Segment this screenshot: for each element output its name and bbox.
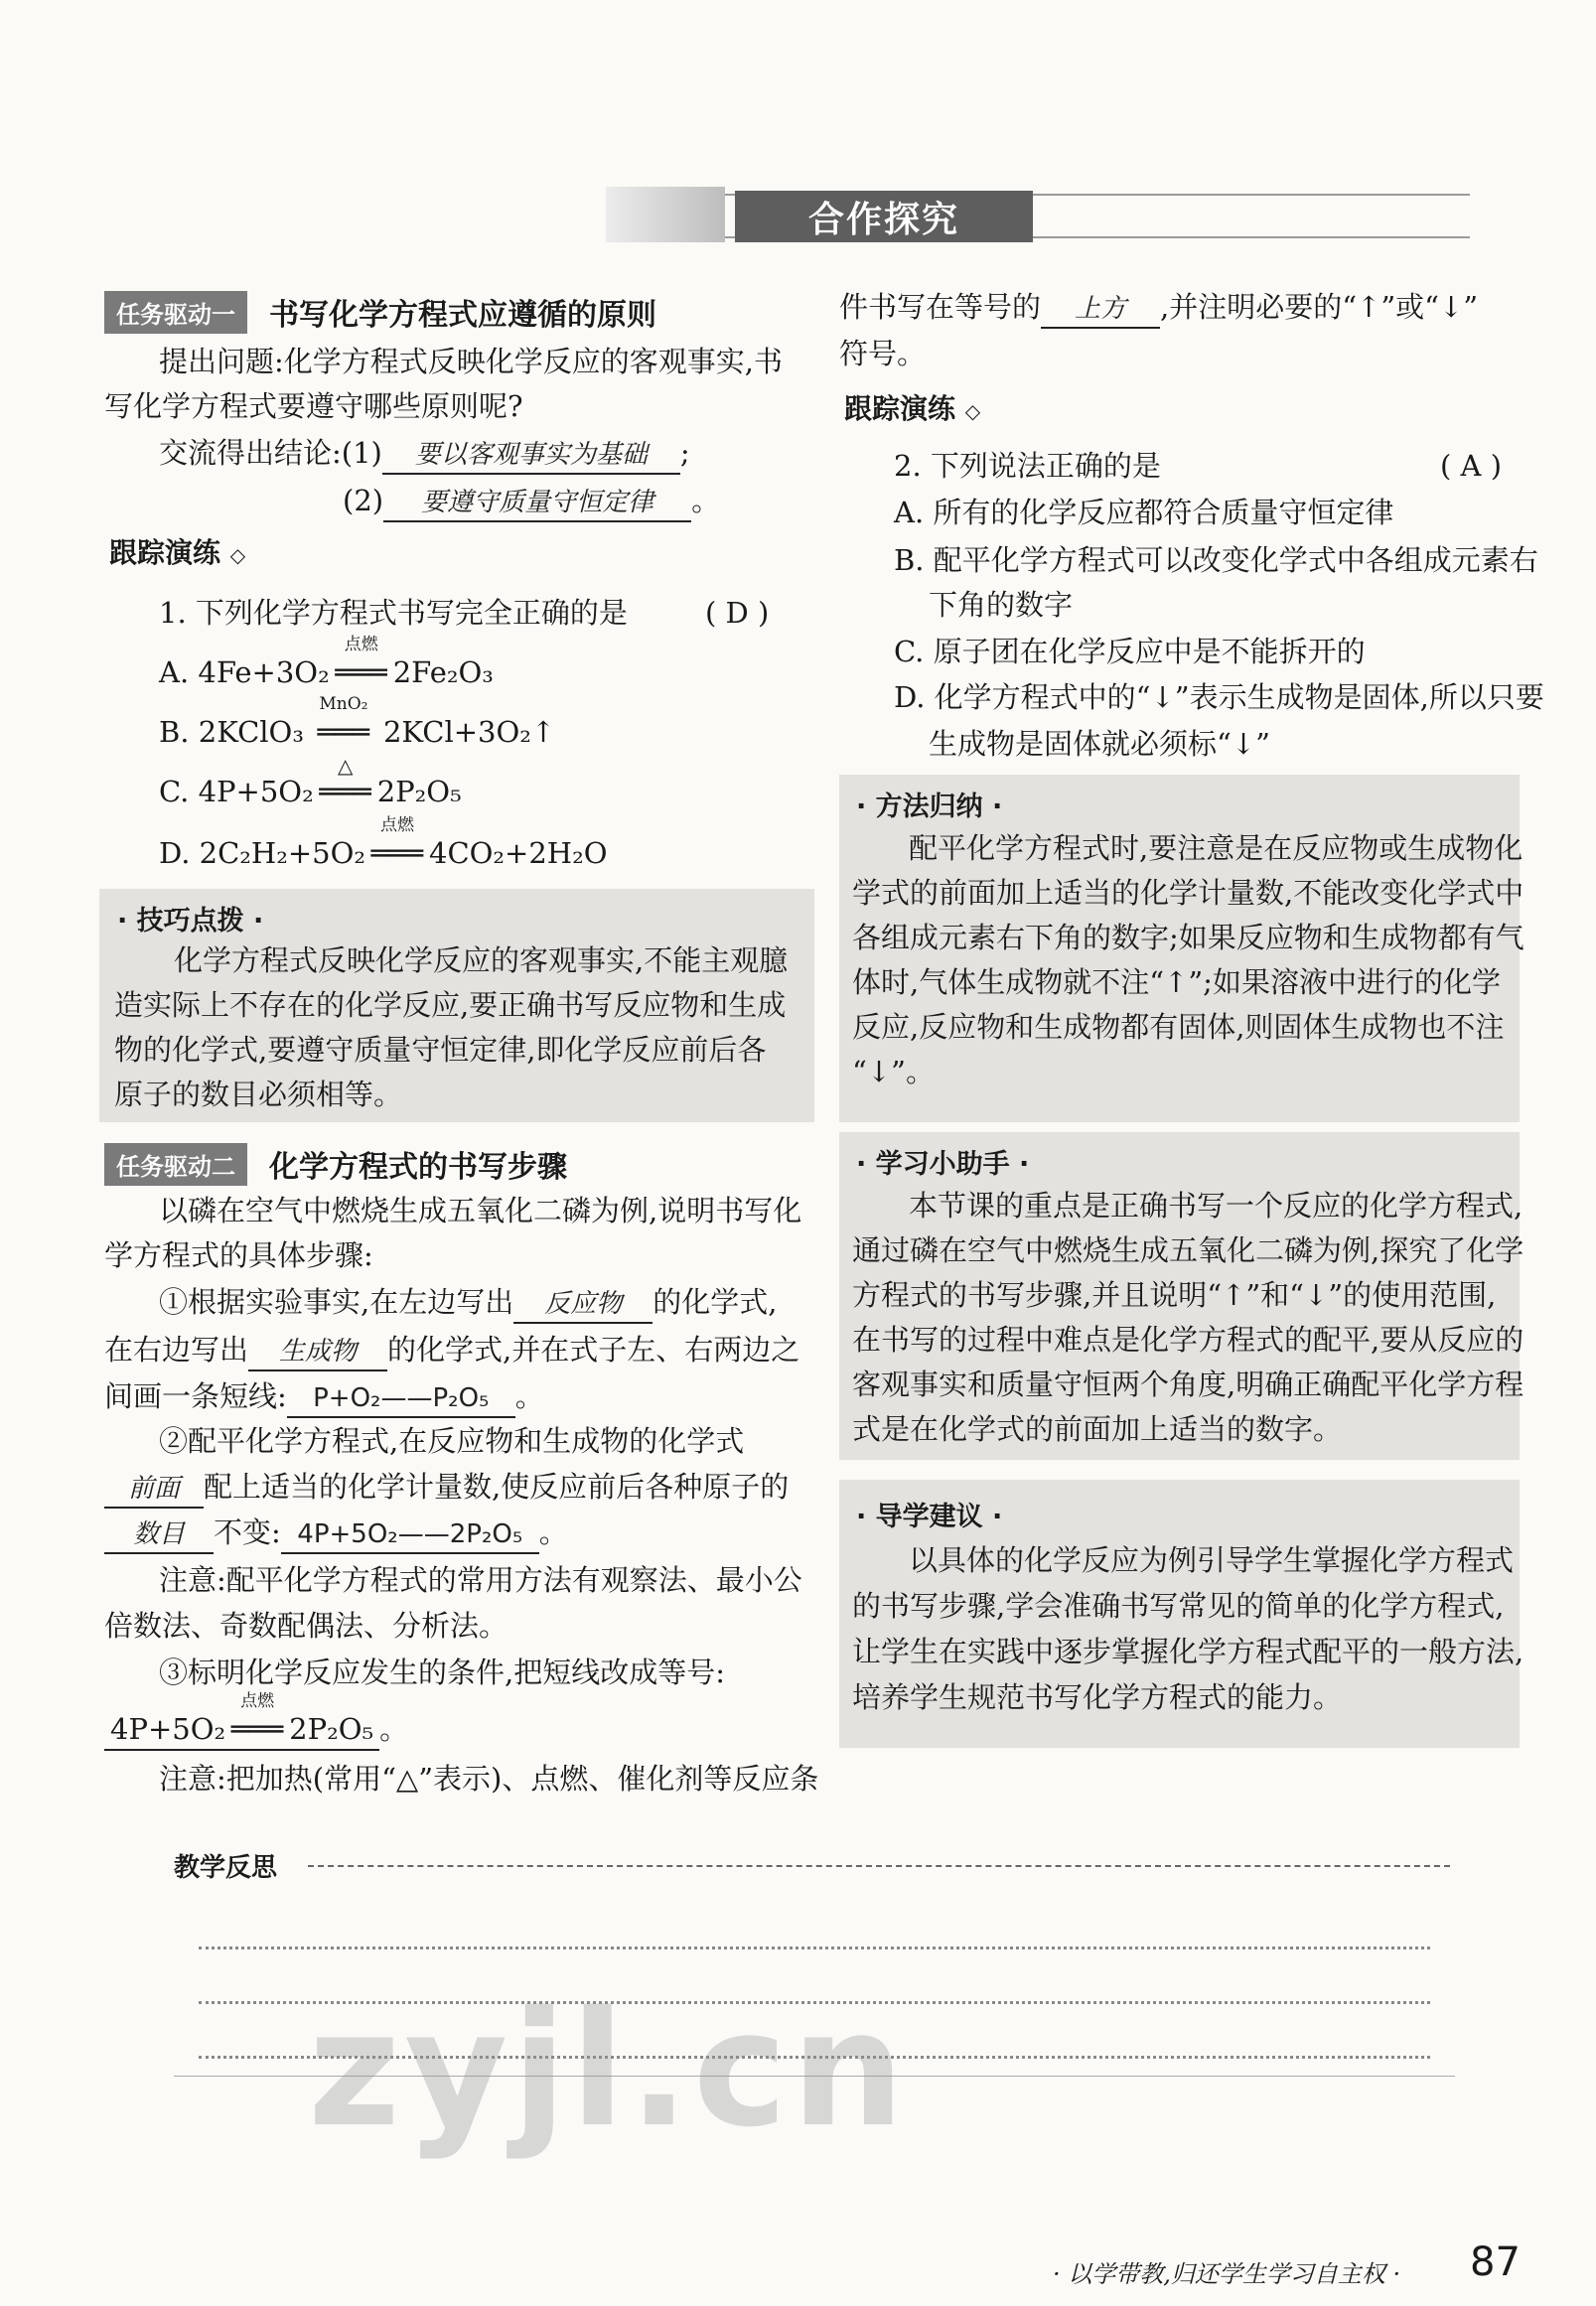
option-c: C. 4P+5O₂ △ ═══ 2P₂O₅ — [159, 754, 462, 808]
practice1-answer: ( D ) — [705, 596, 770, 630]
method-head: · 方法归纳 · — [856, 792, 1003, 822]
method-line-3: 各组成元素右下角的数字;如果反应物和生成物都有气 — [852, 921, 1524, 954]
task2-intro-l2: 学方程式的具体步骤: — [104, 1238, 373, 1272]
tips-line-4: 原子的数目必须相等。 — [114, 1078, 403, 1111]
step3-equation: 4P+5O₂ 点燃 ═══ 2P₂O₅ 。 — [104, 1710, 408, 1751]
section-title: 合作探究 — [735, 191, 1033, 242]
helper-line-2: 通过磷在空气中燃烧生成五氧化二磷为例,探究了化学 — [852, 1233, 1524, 1267]
option-d: D. 2C₂H₂+5O₂ 点燃 ═══ 4CO₂+2H₂O — [159, 815, 608, 870]
method-line-4: 体时,气体生成物就不注“↑”;如果溶液中进行的化学 — [852, 965, 1501, 999]
guide-line-3: 让学生在实践中逐步掌握化学方程式配平的一般方法, — [852, 1635, 1524, 1668]
task1-conclusion-2: (2) 要遵守质量守恒定律 。 — [343, 482, 720, 522]
task1-conclusion-1: 交流得出结论:(1) 要以客观事实为基础 ; — [159, 434, 690, 475]
tips-head: · 技巧点拨 · — [117, 906, 264, 937]
note2: 注意:把加热(常用“△”表示)、点燃、催化剂等反应条 — [159, 1762, 819, 1796]
task1-question-l1: 提出问题:化学方程式反映化学反应的客观事实,书 — [159, 345, 783, 378]
header-decoration — [606, 187, 725, 242]
tips-line-2: 造实际上不存在的化学反应,要正确书写反应物和生成 — [114, 988, 787, 1022]
practice1-head: 跟踪演练 ◇ — [109, 536, 246, 569]
q2-option-b: B. 配平化学方程式可以改变化学式中各组成元素右 — [894, 543, 1538, 577]
q2-option-d-cont: 生成物是固体就必须标“↓” — [929, 727, 1270, 761]
step2-blank-1: 前面 — [104, 1472, 204, 1509]
watermark: zyjl.cn — [308, 1976, 909, 2162]
step2-l2: 前面 配上适当的化学计量数,使反应前后各种原子的 — [104, 1468, 789, 1509]
helper-line-4: 在书写的过程中难点是化学方程式的配平,要从反应的 — [852, 1323, 1524, 1357]
step1-l1: ①根据实验事实,在左边写出 反应物 的化学式, — [159, 1283, 777, 1324]
step2-l3: 数目 不变: 4P+5O₂——2P₂O₅ 。 — [104, 1513, 568, 1554]
answer-blank-1: 要以客观事实为基础 — [382, 438, 680, 475]
guide-head: · 导学建议 · — [856, 1502, 1003, 1532]
option-a: A. 4Fe+3O₂ 点燃 ═══ 2Fe₂O₃ — [159, 635, 494, 689]
task2-tag: 任务驱动二 — [104, 1143, 247, 1186]
answer-blank-2: 要遵守质量守恒定律 — [383, 486, 691, 522]
diamond-icon: ◇ — [964, 399, 981, 423]
step2-blank-3: 4P+5O₂——2P₂O₅ — [281, 1517, 539, 1554]
guide-line-2: 的书写步骤,学会准确书写常见的简单的化学方程式, — [852, 1589, 1505, 1623]
tips-line-1: 化学方程式反映化学反应的客观事实,不能主观臆 — [174, 943, 789, 977]
right-cont-l2: 符号。 — [839, 337, 927, 370]
helper-line-5: 客观事实和质量守恒两个角度,明确正确配平化学方程 — [852, 1368, 1524, 1401]
guide-line-1: 以具体的化学反应为例引导学生掌握化学方程式 — [909, 1543, 1515, 1577]
method-line-6: “↓”。 — [852, 1055, 935, 1088]
step1-l2: 在右边写出 生成物 的化学式,并在式子左、右两边之 — [104, 1331, 799, 1371]
helper-line-1: 本节课的重点是正确书写一个反应的化学方程式, — [909, 1189, 1523, 1223]
practice2-question: 2. 下列说法正确的是 — [894, 449, 1161, 483]
reflection-rule — [308, 1865, 1450, 1867]
q2-option-d: D. 化学方程式中的“↓”表示生成物是固体,所以只要 — [894, 680, 1544, 714]
guide-line-4: 培养学生规范书写化学方程式的能力。 — [852, 1680, 1343, 1714]
helper-line-6: 式是在化学式的前面加上适当的数字。 — [852, 1412, 1343, 1446]
method-line-1: 配平化学方程式时,要注意是在反应物或生成物化 — [909, 831, 1523, 865]
task2-title: 化学方程式的书写步骤 — [269, 1150, 567, 1185]
right-cont-l1: 件书写在等号的 上方 ,并注明必要的“↑”或“↓” — [839, 288, 1478, 329]
page-number: 87 — [1470, 2239, 1521, 2285]
step1-blank-1: 反应物 — [513, 1287, 653, 1324]
note1-l2: 倍数法、奇数配偶法、分析法。 — [104, 1609, 508, 1643]
option-b: B. 2KClO₃ MnO₂ ═══ 2KCl+3O₂↑ — [159, 694, 556, 749]
step1-blank-2: 生成物 — [248, 1335, 387, 1371]
q2-option-b-cont: 下角的数字 — [929, 588, 1074, 622]
tips-line-3: 物的化学式,要遵守质量守恒定律,即化学反应前后各 — [114, 1033, 767, 1067]
task1-heading — [104, 290, 656, 334]
note1-l1: 注意:配平化学方程式的常用方法有观察法、最小公 — [159, 1563, 802, 1597]
step1-l3: 间画一条短线: P+O₂——P₂O₅ 。 — [104, 1377, 544, 1418]
helper-head: · 学习小助手 · — [856, 1149, 1030, 1180]
step2-blank-2: 数目 — [104, 1517, 214, 1554]
reflection-head: 教学反思 — [174, 1853, 278, 1883]
diamond-icon: ◇ — [229, 543, 246, 567]
practice1-question: 1. 下列化学方程式书写完全正确的是 — [159, 596, 628, 630]
task1-title: 书写化学方程式应遵循的原则 — [269, 298, 656, 333]
task1-tag: 任务驱动一 — [104, 291, 247, 334]
step2-l1: ②配平化学方程式,在反应物和生成物的化学式 — [159, 1424, 745, 1458]
right-blank: 上方 — [1041, 292, 1160, 329]
task2-heading — [104, 1142, 567, 1186]
footer-motto: · 以学带教,归还学生学习自主权 · — [1053, 2260, 1401, 2288]
helper-line-3: 方程式的书写步骤,并且说明“↑”和“↓”的使用范围, — [852, 1278, 1497, 1312]
reflection-line-1 — [199, 1946, 1430, 1949]
q2-option-c: C. 原子团在化学反应中是不能拆开的 — [894, 635, 1366, 668]
task2-intro-l1: 以磷在空气中燃烧生成五氧化二磷为例,说明书写化 — [159, 1194, 802, 1227]
practice2-answer: ( A ) — [1440, 449, 1503, 483]
method-line-2: 学式的前面加上适当的化学计量数,不能改变化学式中 — [852, 876, 1524, 910]
step1-blank-3: P+O₂——P₂O₅ — [287, 1381, 515, 1418]
step3-blank: 4P+5O₂ 点燃 ═══ 2P₂O₅ — [104, 1710, 379, 1751]
step3-l1: ③标明化学反应发生的条件,把短线改成等号: — [159, 1656, 725, 1689]
practice2-head: 跟踪演练 ◇ — [844, 392, 981, 425]
q2-option-a: A. 所有的化学反应都符合质量守恒定律 — [894, 496, 1394, 529]
method-line-5: 反应,反应物和生成物都有固体,则固体生成物也不注 — [852, 1010, 1505, 1044]
task1-question-l2: 写化学方程式要遵守哪些原则呢? — [104, 389, 523, 423]
section-header — [606, 179, 1470, 248]
